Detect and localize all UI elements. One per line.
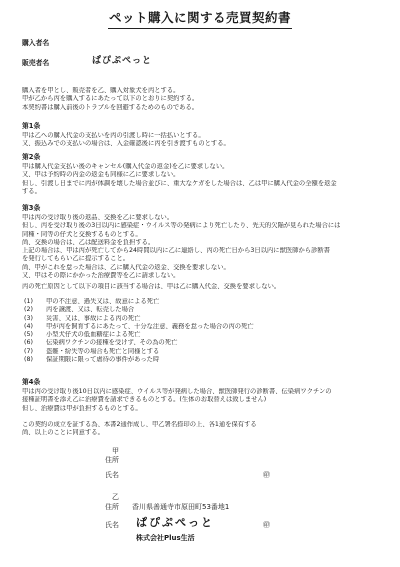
list-item: [24, 298, 384, 306]
list-item-text: 保証期限に限って虐待の事件があった時: [46, 356, 160, 364]
article-1-line: 甲は乙への購入代金の支払いを丙の引渡し時に一括払いとする。: [22, 131, 205, 139]
article-4-line: 甲は丙の受け取り後10日以内に感染症、ウイルス等が発病した場合、獣医師発行の診断書、伝染病ワクチンの: [22, 387, 332, 395]
list-item-number: (5): [24, 331, 33, 339]
article-3-line: 甲は丙の受け取り後の返品、交換を乙に要求しない。: [22, 213, 174, 221]
list-item-number: (1): [24, 298, 33, 305]
list-item: [24, 306, 384, 314]
article-3-line: 上記の場合は、甲は丙が死亡してから24時間以内に乙に連絡し、丙の死亡日から3日以内に獣医師から診断書: [22, 247, 330, 255]
causes-intro: [22, 283, 382, 291]
article-4-line: 但し、治療費は甲が負担するものとする。: [22, 404, 142, 412]
document-title: ペット購入に関する売買契約書: [108, 10, 291, 25]
article-3-heading: 第3条: [22, 204, 41, 212]
intro-line: 本契約書は購入前後のトラブルを回避するためのものである。: [22, 103, 199, 111]
party-a-address-label: 住所: [105, 456, 119, 464]
article-2-line: 又、甲は予約時の内金の返金も同様に乙に要求しない。: [22, 171, 180, 179]
article-2-line: する。: [22, 187, 41, 195]
list-item: [24, 331, 384, 339]
party-a-label: 甲: [112, 447, 119, 455]
list-item: [24, 315, 384, 323]
party-b-address: 香川県善通寺市原田町53番地1: [132, 503, 230, 511]
article-2-heading: 第2条: [22, 153, 41, 161]
list-item-number: (3): [24, 314, 33, 322]
article-3-line: 但し、丙を受け取り後の3日以内に感染症・ウイルス等の発病により死亡したり、先天的欠陥が見られた場合には: [22, 222, 341, 230]
article-4: [22, 378, 382, 413]
party-b-seal-mark: ㊞: [263, 521, 270, 529]
article-3-line: 尚、交換の場合は、乙は配送料金を負担する。: [22, 238, 155, 246]
causes-intro-line: 丙の死亡原因として以下の項目に該当する場合は、甲は乙に購入代金、交換を要求しない。: [22, 283, 281, 290]
intro-line: 甲が乙から丙を購入するにあたって以下のとおりに契約する。: [22, 95, 199, 103]
article-3-line: を発行してもらい乙に提示すること。: [22, 255, 130, 263]
article-4-heading: 第4条: [22, 378, 41, 386]
list-item: [24, 323, 384, 331]
list-item-number: (2): [24, 306, 33, 314]
intro-section: [22, 87, 382, 112]
article-2: [22, 153, 382, 196]
list-item: [24, 339, 384, 347]
seller-name: ぱぴぷぺっと: [92, 56, 153, 66]
list-item: [24, 356, 384, 364]
article-1-line: 又、振込みでの支払いの場合は、入金確認後に丙を引き渡すものとする。: [22, 140, 230, 148]
list-item: [24, 348, 384, 356]
list-item-number: (7): [24, 347, 33, 355]
party-b-company: 株式会社Plus生活: [136, 534, 195, 542]
closing-line: 尚、以上のことに同意する。: [22, 429, 104, 437]
article-1: [22, 122, 382, 149]
party-b-address-label: 住所: [105, 503, 119, 511]
list-item-number: (4): [24, 322, 33, 330]
article-3: [22, 204, 382, 280]
list-item-text: 伝染病ワクチンの接種を受けず、その為の死亡: [46, 339, 178, 347]
title-underline: [108, 28, 292, 29]
list-item-number: (8): [24, 356, 33, 364]
party-b-name-label: 氏名: [105, 521, 119, 529]
closing-line: この契約の成立を証する為、本書2通作成し、甲乙署名捺印の上、各1通を保有する: [22, 421, 257, 428]
article-2-line: 但し、引渡し日までに丙が体調を壊した場合並びに、重大なケガをした場合は、乙は甲に購入代金の全額を返金: [22, 179, 337, 187]
list-item-text: 甲の不注意、過失又は、故意による死亡: [46, 298, 160, 305]
article-3-line: 同種・同等の仔犬と交換するものとする。: [22, 230, 142, 238]
party-b-label: 乙: [112, 493, 119, 501]
party-a-seal-mark: ㊞: [263, 471, 270, 479]
seller-label: 販売者名: [22, 59, 50, 67]
article-4-line: 接種証明書を添え乙に治療費を請求できるものとする。(生体のお取替えは致しません): [22, 396, 267, 404]
article-3-line: 又、甲はその際にかかった治療費等を乙に請求しない。: [22, 272, 180, 280]
article-3-line: 尚、甲がこれを怠った場合は、乙に購入代金の返金、交換を要求しない。: [22, 263, 230, 271]
list-item-number: (6): [24, 339, 33, 347]
closing-section: [22, 421, 382, 438]
list-item-text: 甲が丙を飼育するにあたって、十分な注意、義務を怠った場合の丙の死亡: [46, 322, 254, 330]
causes-list: [24, 298, 384, 364]
list-item-text: 丙を譲渡、又は、転売した場合: [46, 306, 135, 314]
article-2-line: 甲は購入代金支払い後のキャンセル(購入代金の返金)を乙に要求しない。: [22, 162, 229, 170]
article-1-heading: 第1条: [22, 122, 41, 130]
buyer-label: 購入者名: [22, 39, 50, 47]
list-item-text: 災害、又は、事故による丙の死亡: [46, 314, 141, 322]
party-a-name-label: 氏名: [105, 471, 119, 479]
list-item-text: 小型犬仔犬の低血糖症による死亡: [46, 331, 141, 339]
list-item-text: 盗難・紛失等の場合も死亡と同様とする: [46, 347, 160, 355]
intro-line: 購入者を甲とし、販売者を乙、購入対象犬を丙とする。: [22, 87, 180, 94]
party-b-name: ぱぴぷぺっと: [136, 516, 214, 529]
